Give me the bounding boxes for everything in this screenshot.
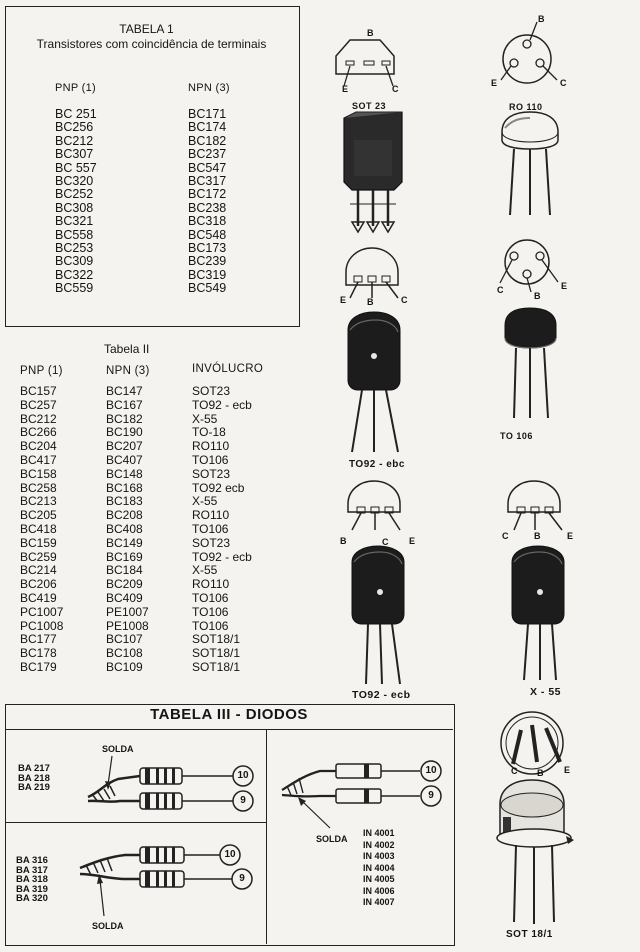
table1-npn-cell: BC319	[188, 267, 227, 282]
to106-pin-b: B	[534, 291, 541, 301]
table2-npn-cell: BC109	[106, 659, 143, 674]
ro110-label: RO 110	[509, 102, 543, 112]
table1-npn-cell: BC238	[188, 200, 227, 215]
table2-pnp-cell: BC159	[20, 535, 57, 550]
x55-label: X - 55	[530, 686, 562, 698]
diode-group2-solda: SOLDA	[92, 921, 124, 931]
table1-pnp-cell: BC322	[55, 267, 94, 282]
table2-npn-cell: BC169	[106, 549, 143, 564]
table1-npn-cell: BC237	[188, 147, 227, 162]
table2-case-cell: TO106	[192, 604, 229, 619]
x55-pin-b: B	[534, 531, 541, 541]
table2-npn-cell: BC207	[106, 439, 143, 454]
table2-pnp-cell: BC158	[20, 466, 57, 481]
table2-case-cell: TO92 - ecb	[192, 549, 252, 564]
diode-group2-mark-9: 9	[239, 873, 245, 884]
to92-ecb-pin-b: B	[340, 536, 347, 546]
table2-case-cell: SOT23	[192, 466, 231, 481]
table2-case-cell: TO106	[192, 452, 229, 467]
table1-npn-cell: BC317	[188, 174, 227, 189]
ro110-pin-e: E	[491, 78, 498, 88]
table2-npn-cell: BC149	[106, 535, 143, 550]
table2-npn-cell: BC190	[106, 425, 143, 440]
ro110-pin-b: B	[538, 14, 545, 24]
sot23-pin-e: E	[342, 84, 349, 94]
sot23-label: SOT 23	[352, 101, 387, 111]
table2-npn-cell: BC107	[106, 632, 143, 647]
table1-pnp-cell: BC309	[55, 254, 94, 269]
table2-npn-header: NPN (3)	[106, 365, 150, 377]
table1-pnp-cell: BC321	[55, 214, 94, 229]
table2-pnp-cell: PC1007	[20, 604, 64, 619]
table2-pnp-cell: BC259	[20, 549, 57, 564]
table2-pnp-cell: BC212	[20, 411, 57, 426]
table2-case-header: INVÓLUCRO	[192, 363, 264, 375]
to92-ecb-pin-c: C	[382, 537, 389, 547]
to106-label: TO 106	[500, 431, 533, 441]
table1-subtitle: Transistores com coincidência de terminais	[36, 37, 267, 51]
diode-group1-mark-10: 10	[237, 770, 249, 781]
to92-ebc-pin-c: C	[401, 295, 408, 305]
table2-npn-cell: BC407	[106, 452, 143, 467]
table1-pnp-cell: BC559	[55, 281, 94, 296]
table1-pnp-cell: BC252	[55, 187, 94, 202]
table2-npn-cell: BC409	[106, 590, 143, 605]
sot18-pin-e: E	[564, 765, 571, 775]
table2-npn-cell: BC184	[106, 563, 143, 578]
diode-group3-mark-10: 10	[425, 765, 437, 776]
table2-npn-cell: BC168	[106, 480, 143, 495]
sot23-pin-b: B	[367, 28, 374, 38]
sot18-pin-b: B	[537, 768, 544, 778]
table1-pnp-cell: BC308	[55, 200, 94, 215]
table1-npn-cell: BC172	[188, 187, 227, 202]
table2-case-cell: TO-18	[192, 425, 226, 440]
diode-group1-mark-9: 9	[240, 795, 246, 806]
table1-pnp-cell: BC 557	[55, 160, 97, 175]
table3-title: TABELA III - DIODOS	[150, 706, 308, 723]
table2-pnp-cell: BC157	[20, 384, 57, 398]
table2-case-cell: SOT18/1	[192, 632, 241, 647]
x55-pin-c: C	[502, 531, 509, 541]
table2-pnp-cell: BC258	[20, 480, 57, 495]
table1-title: TABELA 1	[119, 22, 174, 36]
table2-case-cell: X-55	[192, 411, 218, 426]
table1-npn-cell: BC174	[188, 120, 227, 135]
table2-case-cell: RO110	[192, 508, 230, 523]
table2-pnp-cell: BC417	[20, 452, 57, 467]
table2-case-cell: SOT18/1	[192, 659, 241, 674]
table2-case-cell: TO106	[192, 590, 229, 605]
table1-pnp-cell: BC256	[55, 120, 94, 135]
table2-case-cell: TO92 ecb	[192, 480, 245, 495]
table1-npn-cell: BC547	[188, 160, 227, 175]
ro110-pin-c: C	[560, 78, 567, 88]
table2-npn-cell: BC208	[106, 508, 143, 523]
table2-case-cell: RO110	[192, 577, 230, 592]
sot18-label: SOT 18/1	[506, 929, 553, 940]
table2-npn-cell: BC148	[106, 466, 143, 481]
table1-npn-cell: BC239	[188, 254, 227, 269]
table1-pnp-cell: BC558	[55, 227, 94, 242]
table1-pnp-header: PNP (1)	[55, 82, 97, 94]
diode-group1-list: BA 217 BA 218 BA 219	[18, 763, 50, 793]
table2-pnp-cell: BC206	[20, 577, 57, 592]
to92-ebc-pin-e: E	[340, 295, 347, 305]
to92-ebc-pin-b: B	[367, 297, 374, 307]
table2-npn-cell: BC209	[106, 577, 143, 592]
table2-npn-cell: BC183	[106, 494, 143, 509]
to92-ecb-label: TO92 - ecb	[352, 689, 411, 701]
table2-pnp-cell: BC204	[20, 439, 57, 454]
table2-npn-cell: BC108	[106, 646, 143, 661]
table2-case-cell: SOT23	[192, 384, 231, 398]
diode-group3-solda: SOLDA	[316, 834, 348, 844]
table2-npn-cell: BC167	[106, 397, 143, 412]
table1-npn-cell: BC548	[188, 227, 227, 242]
sot23-pin-c: C	[392, 84, 399, 94]
table1-pnp-cell: BC307	[55, 147, 94, 162]
table1-npn-cell: BC318	[188, 214, 227, 229]
table2-case-cell: X-55	[192, 494, 218, 509]
table2-pnp-cell: PC1008	[20, 618, 64, 633]
table2-case-cell: TO106	[192, 618, 229, 633]
x55-pin-e: E	[567, 531, 574, 541]
table2-npn-cell: BC182	[106, 411, 143, 426]
table2-case-cell: SOT18/1	[192, 646, 241, 661]
table2-pnp-cell: BC213	[20, 494, 57, 509]
table2-pnp-cell: BC178	[20, 646, 57, 661]
table1-npn-header: NPN (3)	[188, 82, 230, 94]
table1-pnp-cell: BC212	[55, 133, 94, 148]
table1-npn-cell: BC182	[188, 133, 227, 148]
table1-pnp-cell: BC320	[55, 174, 94, 189]
to92-ecb-pin-e: E	[409, 536, 416, 546]
table2-npn-cell: BC147	[106, 384, 143, 398]
table2-pnp-cell: BC257	[20, 397, 57, 412]
table2-pnp-cell: BC419	[20, 590, 57, 605]
table2-npn-cell: BC408	[106, 521, 143, 536]
table2-pnp-cell: BC266	[20, 425, 57, 440]
to92-ebc-label: TO92 - ebc	[349, 459, 405, 470]
table1-npn-cell: BC549	[188, 281, 227, 296]
to106-pin-c: C	[497, 285, 504, 295]
table2-title: Tabela II	[104, 342, 150, 356]
table1-pnp-cell: BC 251	[55, 107, 97, 121]
table2-case-cell: RO110	[192, 439, 230, 454]
diode-group2-mark-10: 10	[224, 849, 236, 860]
table2-case-cell: X-55	[192, 563, 218, 578]
table2-npn-cell: PE1007	[106, 604, 149, 619]
table2-pnp-cell: BC177	[20, 632, 57, 647]
diode-group3-mark-9: 9	[428, 790, 434, 801]
diode-group2-list: BA 316 BA 317 BA 318 BA 319 BA 320	[16, 855, 48, 904]
table2-pnp-cell: BC418	[20, 521, 57, 536]
table1-npn-cell: BC173	[188, 241, 227, 256]
table2-pnp-cell: BC214	[20, 563, 57, 578]
table1-pnp-cell: BC253	[55, 241, 94, 256]
table2-npn-cell: PE1008	[106, 618, 149, 633]
to106-pin-e: E	[561, 281, 568, 291]
table2-pnp-cell: BC179	[20, 659, 57, 674]
table1-npn-cell: BC171	[188, 107, 227, 121]
table2-case-cell: TO106	[192, 521, 229, 536]
table2-case-cell: TO92 - ecb	[192, 397, 252, 412]
table2-pnp-cell: BC205	[20, 508, 57, 523]
diode-group1-solda: SOLDA	[102, 744, 134, 754]
diode-group3-list: IN 4001 IN 4002 IN 4003 IN 4004 IN 4005 IN 4006 IN 4007	[363, 828, 395, 907]
table2-pnp-header: PNP (1)	[20, 365, 63, 377]
sot18-pin-c: C	[511, 766, 518, 776]
table2-case-cell: SOT23	[192, 535, 231, 550]
